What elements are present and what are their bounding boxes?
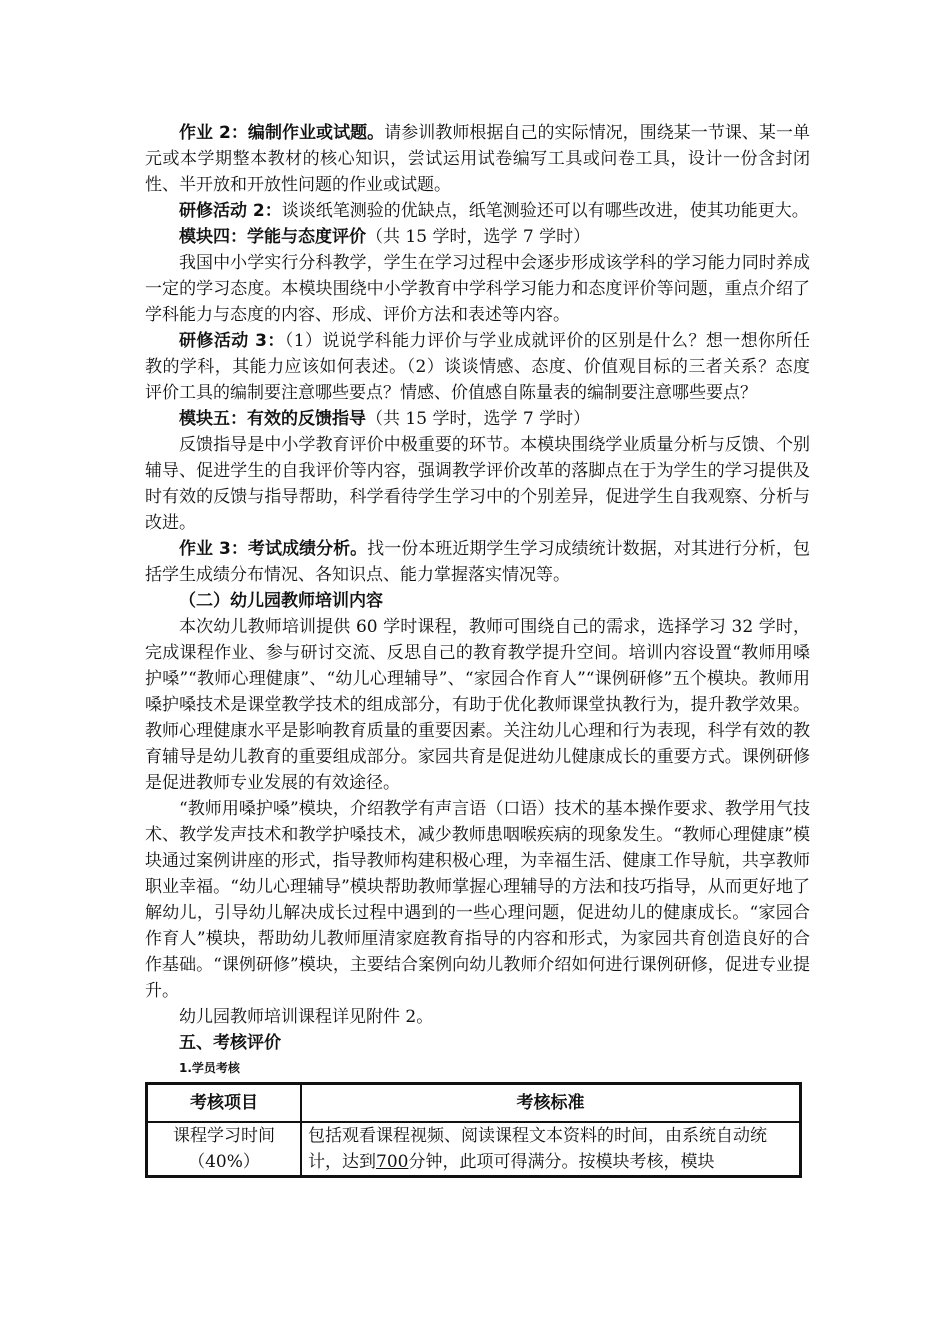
homework-2-text: 请参训教师根据自己的实际情况，围绕某一节课、某一单元或本学期整本教材的核心知识，尝试运用试卷编写工具或问卷工具，设计一份含封闭性、半开放和开放性问题的作业或试题。 xyxy=(145,123,810,195)
section-2-heading: （二）幼儿园教师培训内容 xyxy=(179,591,383,611)
table-cell-item xyxy=(147,1122,301,1176)
module-5-note: （共 15 学时，选学 7 学时） xyxy=(366,409,591,429)
homework-2-title: 作业 2：编制作业或试题。 xyxy=(179,123,385,143)
module-5-title: 模块五：有效的反馈指导 xyxy=(179,409,366,429)
homework-3-text: 找一份本班近期学生学习成绩统计数据，对其进行分析，包括学生成绩分布情况、各知识点、能力掌握落实情况等。 xyxy=(145,539,810,585)
table-row xyxy=(147,1122,800,1176)
module-5-heading xyxy=(145,406,810,432)
homework-2 xyxy=(145,120,810,198)
item-weight: （40%） xyxy=(188,1152,260,1172)
kindergarten-paragraph-1: 本次幼儿教师培训提供 60 学时课程，教师可围绕自己的需求，选择学习 32 学时，完成课程作业、参与研讨交流、反思自己的教育教学提升空间。培训内容设置“教师用嗓护嗓”“教师心理健康”、“幼儿心理辅导”、“家园合作育人”“课例研修”五个模块。教师用嗓护嗓技术是课堂教学技术的组成部分，有助于优化教师课堂执教行为，提升教学效果。教师心理健康水平是影响教育质量的重要因素。关注幼儿心理和行为表现，科学有效的教育辅导是幼儿教育的重要组成部分。家园共育是促进幼儿健康成长的重要方式。课例研修是促进教师专业发展的有效途径。 xyxy=(145,617,810,793)
module-4-note: （共 15 学时，选学 7 学时） xyxy=(366,227,591,247)
item-name: 课程学习时间 xyxy=(173,1126,275,1146)
table-header-row xyxy=(147,1084,800,1122)
document-page xyxy=(145,120,810,1178)
subsection-1-heading: 1.学员考核 xyxy=(179,1061,240,1075)
activity-2-title: 研修活动 2： xyxy=(179,201,282,221)
standard-text-a: 包括观看课程视频、阅读课程文本资料的时间，由系统自动统计，达到 xyxy=(308,1126,767,1172)
module-4-text: 我国中小学实行分科教学，学生在学习过程中会逐步形成该学科的学习能力同时养成一定的学习态度。本模块围绕中小学教育中学科学习能力和态度评价等问题，重点介绍了学科能力与态度的内容、形成、评价方法和表述等内容。 xyxy=(145,253,810,325)
activity-3 xyxy=(145,328,810,406)
table-cell-standard xyxy=(301,1122,800,1176)
activity-3-title: 研修活动 3： xyxy=(179,331,285,351)
module-4-heading xyxy=(145,224,810,250)
activity-2-text: 谈谈纸笔测验的优缺点，纸笔测验还可以有哪些改进，使其功能更大。 xyxy=(281,201,809,221)
standard-text-b: 分钟，此项可得满分。按模块考核，模块 xyxy=(408,1152,715,1172)
kindergarten-paragraph-2: “教师用嗓护嗓”模块，介绍教学有声言语（口语）技术的基本操作要求、教学用气技术、教学发声技术和教学护嗓技术，减少教师患咽喉疾病的现象发生。“教师心理健康”模块通过案例讲座的形式，指导教师构建积极心理，为幸福生活、健康工作导航，共享教师职业幸福。“幼儿心理辅导”模块帮助教师掌握心理辅导的方法和技巧指导，从而更好地了解幼儿，引导幼儿解决成长过程中遇到的一些心理问题，促进幼儿的健康成长。“家园合作育人”模块，帮助幼儿教师厘清家庭教育指导的内容和形式，为家园共育创造良好的合作基础。“课例研修”模块，主要结合案例向幼儿教师介绍如何进行课例研修，促进专业提升。 xyxy=(145,799,810,1001)
table-header-item: 考核项目 xyxy=(147,1084,301,1122)
standard-minutes: 700 xyxy=(376,1152,409,1172)
homework-3 xyxy=(145,536,810,588)
assessment-table xyxy=(145,1082,802,1178)
section-5-heading: 五、考核评价 xyxy=(179,1033,281,1053)
kindergarten-paragraph-3: 幼儿园教师培训课程详见附件 2。 xyxy=(179,1007,434,1027)
module-4-title: 模块四：学能与态度评价 xyxy=(179,227,366,247)
activity-2 xyxy=(145,198,810,224)
module-5-text: 反馈指导是中小学教育评价中极重要的环节。本模块围绕学业质量分析与反馈、个别辅导、促进学生的自我评价等内容，强调教学评价改革的落脚点在于为学生的学习提供及时有效的反馈与指导帮助，科学看待学生学习中的个别差异，促进学生自我观察、分析与改进。 xyxy=(145,435,810,533)
homework-3-title: 作业 3：考试成绩分析。 xyxy=(179,539,368,559)
table-header-standard: 考核标准 xyxy=(301,1084,800,1122)
activity-3-text: （1）说说学科能力评价与学业成就评价的区别是什么？想一想你所任教的学科，其能力应该如何表述。（2）谈谈情感、态度、价值观目标的三者关系？态度评价工具的编制要注意哪些要点？情感、价值感自陈量表的编制要注意哪些要点？ xyxy=(145,331,810,403)
